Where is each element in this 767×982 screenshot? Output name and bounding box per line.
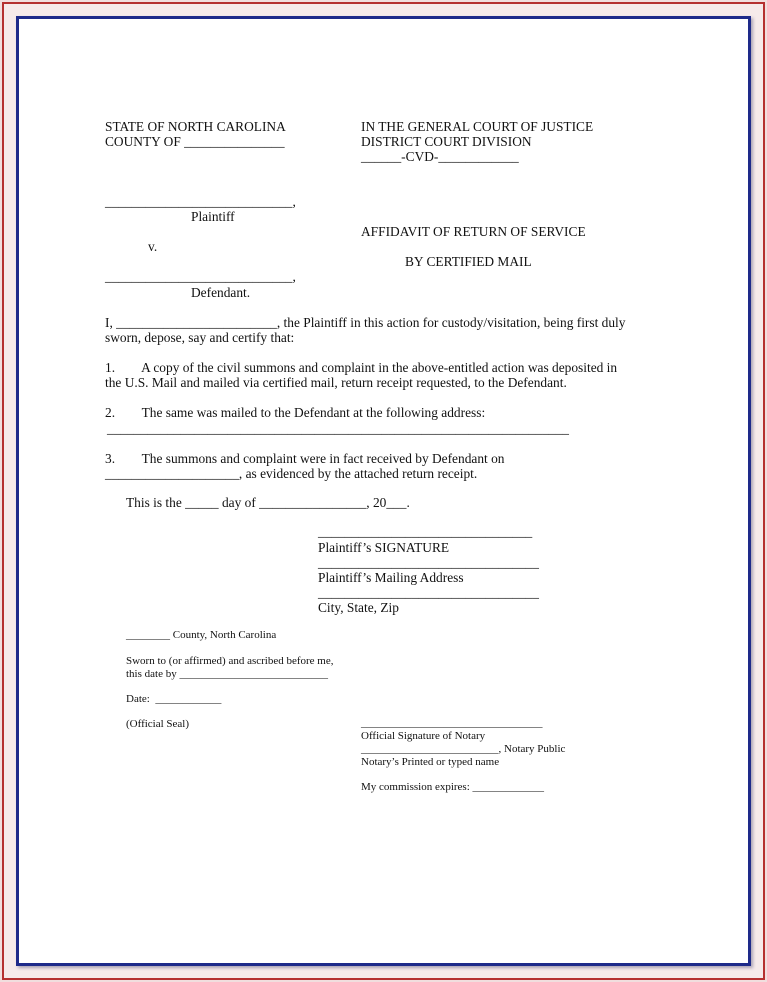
address-line: _________________________________ [318,555,539,570]
item-1-line-1: 1. A copy of the civil summons and complaint in the above-entitled action was deposited in [105,360,618,375]
county-heading: COUNTY OF _______________ [105,134,285,149]
defendant-line: ____________________________, [105,269,296,284]
date-line: This is the _____ day of ________________, 20___. [126,495,410,510]
plaintiff-label: Plaintiff [191,209,235,224]
document-page [16,16,751,966]
notary-printed-name-label: Notary’s Printed or typed name [361,756,500,768]
sworn-line-1: Sworn to (or affirmed) and ascribed before me, [126,655,334,667]
notary-date: Date: ____________ [126,693,222,705]
item-3-line-2: ____________________, as evidenced by the attached return receipt. [105,466,478,481]
affidavit-subtitle: BY CERTIFIED MAIL [405,254,532,269]
intro-line-1: I, ________________________, the Plaintiff in this action for custody/visitation, being first duly [105,315,626,330]
file-number: ______-CVD-____________ [361,149,519,164]
commission-expires: My commission expires: _____________ [361,781,545,793]
notary-signature-label: Official Signature of Notary [361,730,486,742]
intro-line-2: sworn, depose, say and certify that: [105,330,295,345]
plaintiff-line: ____________________________, [105,194,296,209]
notary-signature-line: _________________________________ [361,717,543,729]
notary-county: ________ County, North Carolina [126,629,277,641]
item-2-line-1: 2. The same was mailed to the Defendant at the following address: [105,405,486,420]
versus-label: v. [148,239,158,254]
court-heading: IN THE GENERAL COURT OF JUSTICE [361,119,594,134]
city-state-zip-line: _________________________________ [318,585,539,600]
official-seal: (Official Seal) [126,718,190,730]
city-state-zip-label: City, State, Zip [318,600,399,615]
item-2-address-line: _____________________________________________________________________ [107,421,569,436]
sworn-line-2: this date by ___________________________ [126,668,328,680]
signature-line: ________________________________ [318,524,533,539]
item-1-line-2: the U.S. Mail and mailed via certified mail, return receipt requested, to the Defendant. [105,375,567,390]
affidavit-title: AFFIDAVIT OF RETURN OF SERVICE [361,224,586,239]
state-heading: STATE OF NORTH CAROLINA [105,119,286,134]
item-3-line-1: 3. The summons and complaint were in fact received by Defendant on [105,451,505,466]
address-label: Plaintiff’s Mailing Address [318,570,464,585]
defendant-label: Defendant. [191,285,251,300]
notary-public-line: _________________________, Notary Public [361,743,566,755]
division-heading: DISTRICT COURT DIVISION [361,134,532,149]
signature-label: Plaintiff’s SIGNATURE [318,540,450,555]
